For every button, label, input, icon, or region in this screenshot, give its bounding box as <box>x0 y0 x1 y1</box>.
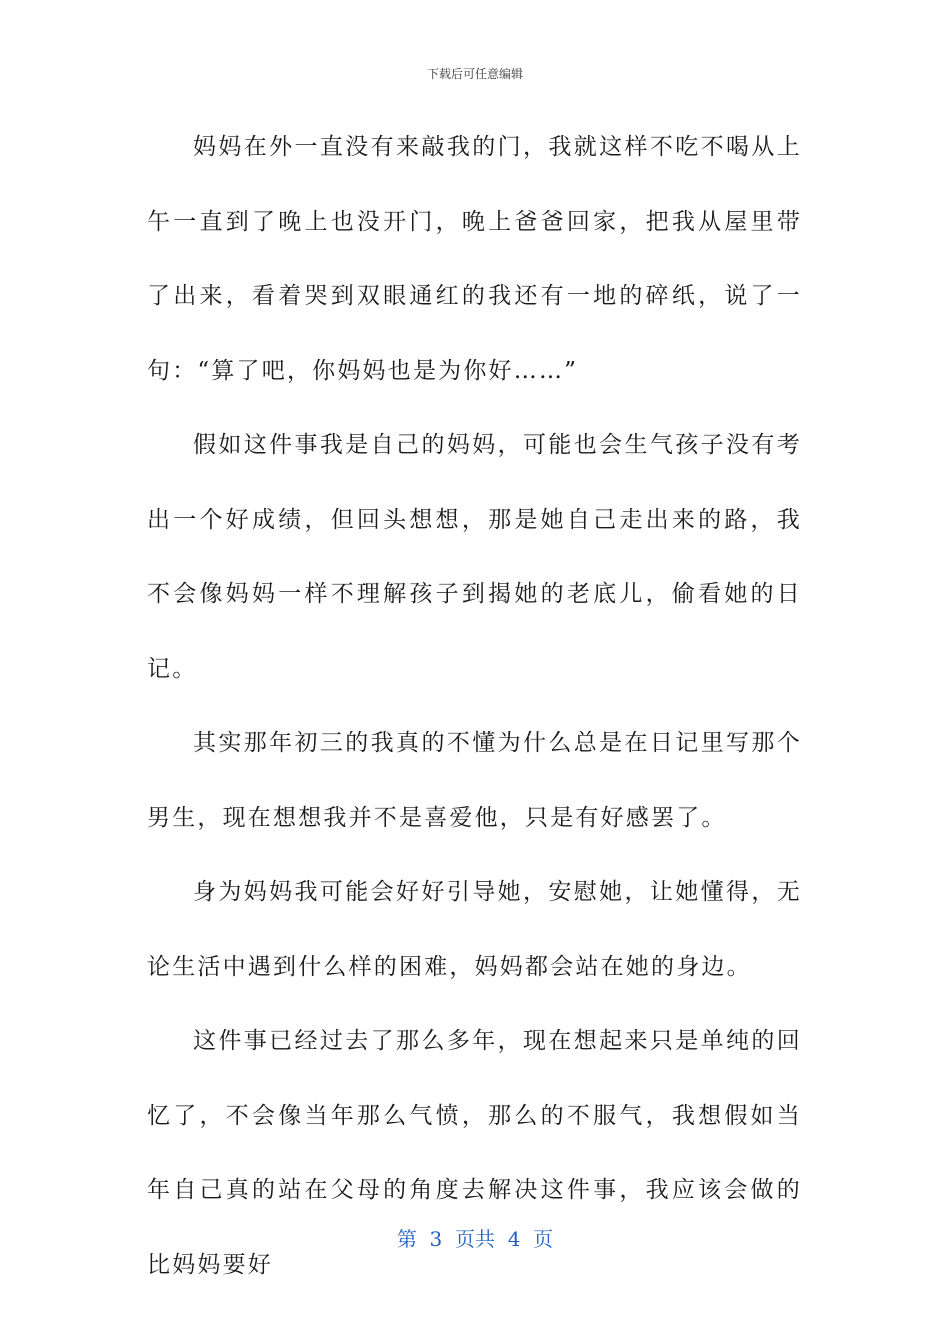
page-number: 第 3 页共 4 页 <box>396 1227 554 1251</box>
paragraph: 这件事已经过去了那么多年，现在想起来只是单纯的回忆了，不会像当年那么气愤，那么的不服气，我想假如当年自己真的站在父母的角度去解决这件事，我应该会做的比妈妈要好 <box>147 1028 802 1278</box>
paragraph: 妈妈在外一直没有来敲我的门，我就这样不吃不喝从上午一直到了晚上也没开门，晚上爸爸回家，把我从屋里带了出来，看着哭到双眼通红的我还有一地的碎纸，说了一句：“算了吧，你妈妈也是为你好……” <box>147 134 802 384</box>
paragraph: 假如这件事我是自己的妈妈，可能也会生气孩子没有考出一个好成绩，但回头想想，那是她自己走出来的路，我不会像妈妈一样不理解孩子到揭她的老底儿，偷看她的日记。 <box>147 432 802 682</box>
document-body <box>147 110 802 1302</box>
paragraph: 身为妈妈我可能会好好引导她，安慰她，让她懂得，无论生活中遇到什么样的困难，妈妈都会站在她的身边。 <box>147 879 802 980</box>
page-header: 下载后可任意编辑 <box>426 67 523 81</box>
paragraph: 其实那年初三的我真的不懂为什么总是在日记里写那个男生，现在想想我并不是喜爱他，只是有好感罢了。 <box>147 730 802 831</box>
